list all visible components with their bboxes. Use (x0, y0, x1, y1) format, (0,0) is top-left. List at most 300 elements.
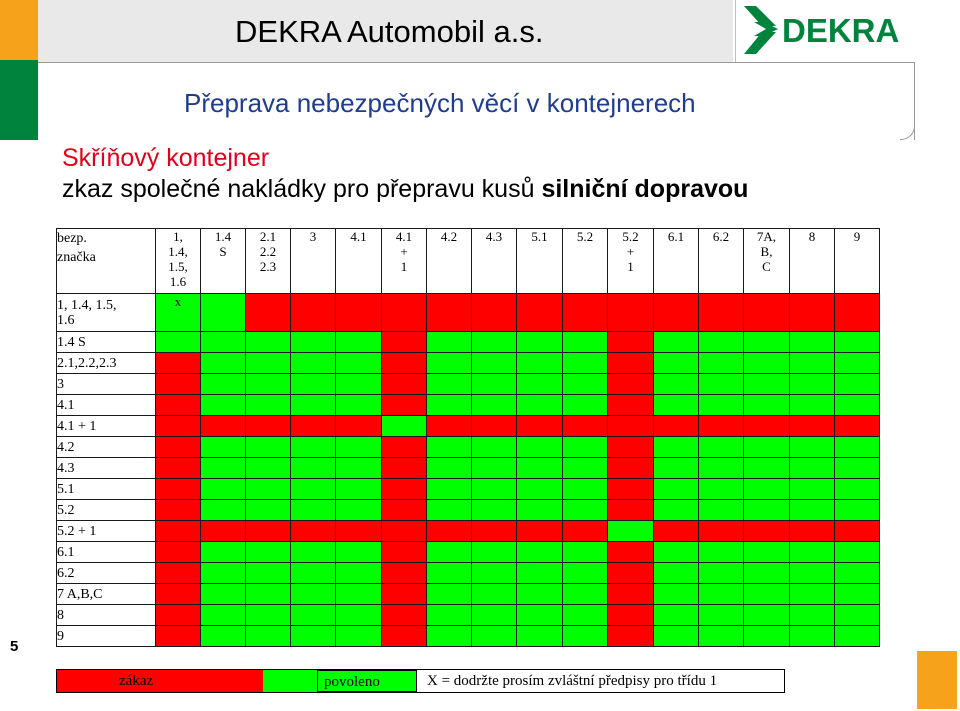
cell-allowed (654, 584, 699, 605)
cell-allowed (699, 563, 744, 584)
cell-allowed (517, 437, 563, 458)
cell-forbidden (336, 521, 382, 542)
cell-forbidden (608, 374, 654, 395)
cell-allowed (382, 416, 427, 437)
cell-allowed (563, 479, 608, 500)
table-row (57, 521, 880, 542)
cell-forbidden (835, 294, 880, 332)
row-label: 4.2 (57, 437, 156, 458)
cell-allowed (563, 542, 608, 563)
column-header: 4.1 + 1 (382, 229, 427, 294)
cell-allowed (201, 353, 246, 374)
cell-allowed (790, 395, 835, 416)
cell-allowed (201, 605, 246, 626)
cell-allowed (336, 563, 382, 584)
orange-accent-bottom (917, 651, 957, 709)
cell-allowed (291, 563, 336, 584)
cell-allowed (201, 332, 246, 353)
cell-allowed (835, 500, 880, 521)
cell-allowed (291, 353, 336, 374)
cell-allowed (563, 437, 608, 458)
cell-allowed (654, 395, 699, 416)
cell-forbidden (427, 294, 472, 332)
cell-allowed (201, 584, 246, 605)
cell-forbidden (517, 416, 563, 437)
legend-allowed: povoleno (317, 670, 417, 692)
cell-allowed (427, 542, 472, 563)
row-label: 5.2 + 1 (57, 521, 156, 542)
column-header: 7A, B, C (744, 229, 790, 294)
cell-allowed (517, 542, 563, 563)
cell-forbidden (472, 294, 517, 332)
row-label: 4.1 + 1 (57, 416, 156, 437)
table-row (57, 479, 880, 500)
cell-allowed (699, 605, 744, 626)
cell-allowed (563, 353, 608, 374)
column-header: 5.2 (563, 229, 608, 294)
cell-forbidden (201, 521, 246, 542)
cell-allowed (472, 479, 517, 500)
column-header: 4.3 (472, 229, 517, 294)
cell-allowed (790, 374, 835, 395)
cell-forbidden (291, 416, 336, 437)
cell-allowed (291, 542, 336, 563)
cell-allowed (156, 332, 201, 353)
cell-allowed (291, 626, 336, 647)
cell-allowed (246, 479, 291, 500)
cell-allowed (201, 500, 246, 521)
cell-allowed (246, 395, 291, 416)
cell-allowed (472, 584, 517, 605)
cell-allowed (744, 563, 790, 584)
cell-allowed (654, 437, 699, 458)
cell-allowed (654, 458, 699, 479)
cell-allowed (336, 500, 382, 521)
column-header: 4.2 (427, 229, 472, 294)
cell-forbidden (382, 294, 427, 332)
cell-allowed (699, 437, 744, 458)
column-header: 2.1 2.2 2.3 (246, 229, 291, 294)
row-label: 3 (57, 374, 156, 395)
table-row (57, 563, 880, 584)
cell-allowed (699, 353, 744, 374)
column-header: 9 (835, 229, 880, 294)
cell-allowed (563, 374, 608, 395)
cell-forbidden (382, 479, 427, 500)
cell-allowed (291, 584, 336, 605)
cell-forbidden (156, 437, 201, 458)
cell-allowed (336, 353, 382, 374)
cell-allowed (790, 626, 835, 647)
cell-allowed (427, 437, 472, 458)
cell-forbidden (201, 416, 246, 437)
cell-forbidden (291, 521, 336, 542)
cell-allowed (699, 479, 744, 500)
cell-forbidden (382, 521, 427, 542)
cell-allowed (744, 542, 790, 563)
row-label: 6.1 (57, 542, 156, 563)
table-row (57, 395, 880, 416)
cell-allowed (790, 479, 835, 500)
table-corner-label: bezp. značka (57, 229, 156, 294)
cell-forbidden (654, 521, 699, 542)
cell-allowed (563, 626, 608, 647)
cell-allowed (517, 605, 563, 626)
cell-allowed (744, 353, 790, 374)
cell-allowed (517, 395, 563, 416)
row-label: 4.1 (57, 395, 156, 416)
cell-allowed (835, 395, 880, 416)
orange-accent-top (0, 0, 38, 60)
cell-forbidden (517, 294, 563, 332)
cell-allowed (835, 542, 880, 563)
cell-allowed (790, 353, 835, 374)
cell-forbidden (382, 395, 427, 416)
cell-allowed (744, 500, 790, 521)
cell-allowed (201, 479, 246, 500)
cell-allowed (744, 332, 790, 353)
cell-allowed (291, 500, 336, 521)
cell-allowed (246, 626, 291, 647)
cell-allowed (517, 374, 563, 395)
cell-allowed (790, 458, 835, 479)
cell-allowed (654, 353, 699, 374)
cell-allowed (699, 500, 744, 521)
cell-forbidden (291, 294, 336, 332)
cell-forbidden (608, 563, 654, 584)
cell-forbidden (699, 294, 744, 332)
column-header: 5.2 + 1 (608, 229, 654, 294)
table-row (57, 626, 880, 647)
table-row (57, 500, 880, 521)
cell-forbidden (654, 416, 699, 437)
cell-forbidden (382, 500, 427, 521)
cell-allowed (201, 542, 246, 563)
compatibility-table (56, 228, 880, 647)
cell-allowed (654, 479, 699, 500)
cell-allowed (291, 479, 336, 500)
cell-allowed (744, 395, 790, 416)
cell-allowed (201, 395, 246, 416)
cell-forbidden (608, 416, 654, 437)
cell-forbidden (246, 294, 291, 332)
cell-allowed (517, 626, 563, 647)
cell-allowed (517, 332, 563, 353)
cell-forbidden (156, 584, 201, 605)
cell-allowed (472, 542, 517, 563)
table-row (57, 542, 880, 563)
cell-forbidden (382, 584, 427, 605)
cell-forbidden (608, 458, 654, 479)
cell-forbidden (563, 416, 608, 437)
cell-forbidden (427, 416, 472, 437)
cell-allowed (246, 563, 291, 584)
cell-allowed (744, 479, 790, 500)
cell-allowed (835, 479, 880, 500)
dekra-logo (735, 0, 916, 62)
cell-allowed (699, 332, 744, 353)
cell-allowed (699, 395, 744, 416)
cell-forbidden (156, 353, 201, 374)
cell-allowed (517, 563, 563, 584)
cell-forbidden (156, 395, 201, 416)
cell-forbidden (156, 500, 201, 521)
cell-forbidden (608, 395, 654, 416)
legend (56, 669, 785, 693)
cell-allowed (790, 542, 835, 563)
cell-allowed (654, 626, 699, 647)
cell-allowed (563, 458, 608, 479)
cell-allowed (790, 584, 835, 605)
legend-green-swatch (263, 670, 317, 692)
cell-forbidden (156, 626, 201, 647)
cell-allowed (201, 626, 246, 647)
cell-forbidden (156, 542, 201, 563)
cell-allowed (246, 332, 291, 353)
cell-allowed (744, 374, 790, 395)
table-row (57, 332, 880, 353)
cell-special: x (156, 294, 201, 332)
cell-forbidden (382, 542, 427, 563)
company-name: DEKRA Automobil a.s. (235, 14, 544, 49)
cell-allowed (246, 437, 291, 458)
cell-allowed (744, 584, 790, 605)
column-header: 3 (291, 229, 336, 294)
cell-forbidden (608, 626, 654, 647)
cell-allowed (699, 626, 744, 647)
cell-forbidden (382, 458, 427, 479)
cell-forbidden (427, 521, 472, 542)
cell-allowed (517, 353, 563, 374)
table-row (57, 458, 880, 479)
cell-allowed (246, 374, 291, 395)
cell-allowed (517, 584, 563, 605)
cell-allowed (472, 626, 517, 647)
cell-forbidden (790, 294, 835, 332)
table-row (57, 584, 880, 605)
cell-forbidden (246, 521, 291, 542)
cell-allowed (790, 437, 835, 458)
table-row (57, 294, 880, 332)
page-title: Skříňový kontejner (62, 144, 270, 172)
cell-allowed (336, 542, 382, 563)
row-label: 6.2 (57, 563, 156, 584)
cell-allowed (835, 584, 880, 605)
table-header-row (57, 229, 880, 294)
cell-allowed (201, 458, 246, 479)
cell-allowed (427, 332, 472, 353)
cell-forbidden (382, 437, 427, 458)
cell-forbidden (563, 521, 608, 542)
legend-forbidden: zákaz (109, 670, 263, 692)
cell-forbidden (156, 479, 201, 500)
cell-allowed (699, 584, 744, 605)
cell-allowed (336, 332, 382, 353)
cell-allowed (563, 605, 608, 626)
page-number: 5 (10, 638, 19, 655)
row-label: 9 (57, 626, 156, 647)
cell-allowed (517, 479, 563, 500)
cell-allowed (563, 563, 608, 584)
cell-allowed (291, 605, 336, 626)
cell-allowed (654, 605, 699, 626)
cell-forbidden (382, 626, 427, 647)
header-rule-corner (900, 125, 915, 140)
cell-allowed (517, 458, 563, 479)
cell-allowed (835, 626, 880, 647)
cell-forbidden (156, 563, 201, 584)
cell-allowed (336, 479, 382, 500)
cell-allowed (201, 437, 246, 458)
cell-allowed (472, 374, 517, 395)
column-header: 8 (790, 229, 835, 294)
cell-allowed (563, 332, 608, 353)
cell-forbidden (382, 563, 427, 584)
cell-allowed (246, 500, 291, 521)
cell-forbidden (835, 416, 880, 437)
cell-allowed (336, 437, 382, 458)
cell-allowed (654, 374, 699, 395)
header-rule (38, 62, 915, 63)
cell-allowed (336, 458, 382, 479)
row-label: 5.1 (57, 479, 156, 500)
cell-allowed (835, 458, 880, 479)
cell-allowed (654, 500, 699, 521)
cell-allowed (427, 626, 472, 647)
cell-allowed (427, 395, 472, 416)
cell-forbidden (472, 521, 517, 542)
cell-allowed (336, 395, 382, 416)
cell-allowed (744, 605, 790, 626)
cell-allowed (291, 437, 336, 458)
cell-allowed (472, 395, 517, 416)
cell-allowed (699, 374, 744, 395)
cell-forbidden (156, 374, 201, 395)
page-subtitle: Přeprava nebezpečných věcí v kontejnerech (184, 88, 696, 118)
row-label: 8 (57, 605, 156, 626)
table-row (57, 605, 880, 626)
cell-forbidden (156, 605, 201, 626)
legend-note: X = dodržte prosím zvláštní předpisy pro třídu 1 (427, 673, 718, 689)
cell-forbidden (382, 605, 427, 626)
row-label: 4.3 (57, 458, 156, 479)
svg-text:DEKRA: DEKRA (782, 12, 900, 49)
cell-allowed (427, 563, 472, 584)
cell-allowed (246, 542, 291, 563)
cell-allowed (835, 353, 880, 374)
cell-forbidden (472, 416, 517, 437)
cell-forbidden (608, 353, 654, 374)
cell-allowed (427, 458, 472, 479)
table-row (57, 353, 880, 374)
cell-allowed (472, 605, 517, 626)
cell-allowed (608, 521, 654, 542)
cell-forbidden (382, 353, 427, 374)
green-accent-bar (0, 60, 38, 140)
cell-allowed (427, 479, 472, 500)
cell-forbidden (156, 416, 201, 437)
cell-allowed (472, 332, 517, 353)
cell-allowed (790, 605, 835, 626)
cell-forbidden (608, 294, 654, 332)
cell-allowed (563, 584, 608, 605)
cell-allowed (790, 563, 835, 584)
cell-forbidden (336, 294, 382, 332)
cell-allowed (699, 542, 744, 563)
cell-allowed (472, 437, 517, 458)
cell-forbidden (699, 416, 744, 437)
cell-allowed (336, 584, 382, 605)
cell-allowed (790, 500, 835, 521)
cell-allowed (563, 395, 608, 416)
legend-red-swatch (57, 670, 109, 692)
row-label: 1, 1.4, 1.5, 1.6 (57, 294, 156, 332)
cell-allowed (835, 563, 880, 584)
cell-allowed (246, 584, 291, 605)
table-row (57, 416, 880, 437)
row-label: 7 A,B,C (57, 584, 156, 605)
cell-allowed (291, 395, 336, 416)
column-header: 6.2 (699, 229, 744, 294)
cell-allowed (654, 542, 699, 563)
cell-allowed (835, 605, 880, 626)
cell-allowed (472, 563, 517, 584)
cell-forbidden (336, 416, 382, 437)
cell-allowed (336, 605, 382, 626)
cell-forbidden (608, 500, 654, 521)
cell-allowed (654, 332, 699, 353)
cell-allowed (699, 458, 744, 479)
cell-forbidden (835, 521, 880, 542)
cell-forbidden (744, 294, 790, 332)
cell-allowed (744, 458, 790, 479)
column-header: 5.1 (517, 229, 563, 294)
cell-allowed (291, 374, 336, 395)
cell-allowed (201, 563, 246, 584)
cell-forbidden (608, 437, 654, 458)
cell-allowed (835, 332, 880, 353)
cell-forbidden (156, 458, 201, 479)
title-plain: zkaz společné nakládky pro přepravu kusů (62, 175, 535, 203)
cell-allowed (427, 500, 472, 521)
cell-allowed (336, 374, 382, 395)
cell-allowed (744, 437, 790, 458)
cell-forbidden (608, 332, 654, 353)
cell-allowed (201, 294, 246, 332)
cell-allowed (427, 353, 472, 374)
title-bold: silniční dopravou (541, 175, 749, 203)
cell-allowed (654, 563, 699, 584)
cell-forbidden (654, 294, 699, 332)
column-header: 4.1 (336, 229, 382, 294)
row-label: 2.1,2.2,2.3 (57, 353, 156, 374)
table-row (57, 374, 880, 395)
cell-allowed (835, 437, 880, 458)
cell-forbidden (790, 521, 835, 542)
cell-allowed (201, 374, 246, 395)
cell-allowed (291, 332, 336, 353)
cell-forbidden (608, 605, 654, 626)
cell-allowed (336, 626, 382, 647)
cell-allowed (427, 584, 472, 605)
column-header: 1.4 S (201, 229, 246, 294)
cell-forbidden (246, 416, 291, 437)
page-title-line2 (62, 175, 748, 204)
table-row (57, 437, 880, 458)
cell-forbidden (744, 416, 790, 437)
cell-allowed (246, 353, 291, 374)
cell-allowed (246, 605, 291, 626)
